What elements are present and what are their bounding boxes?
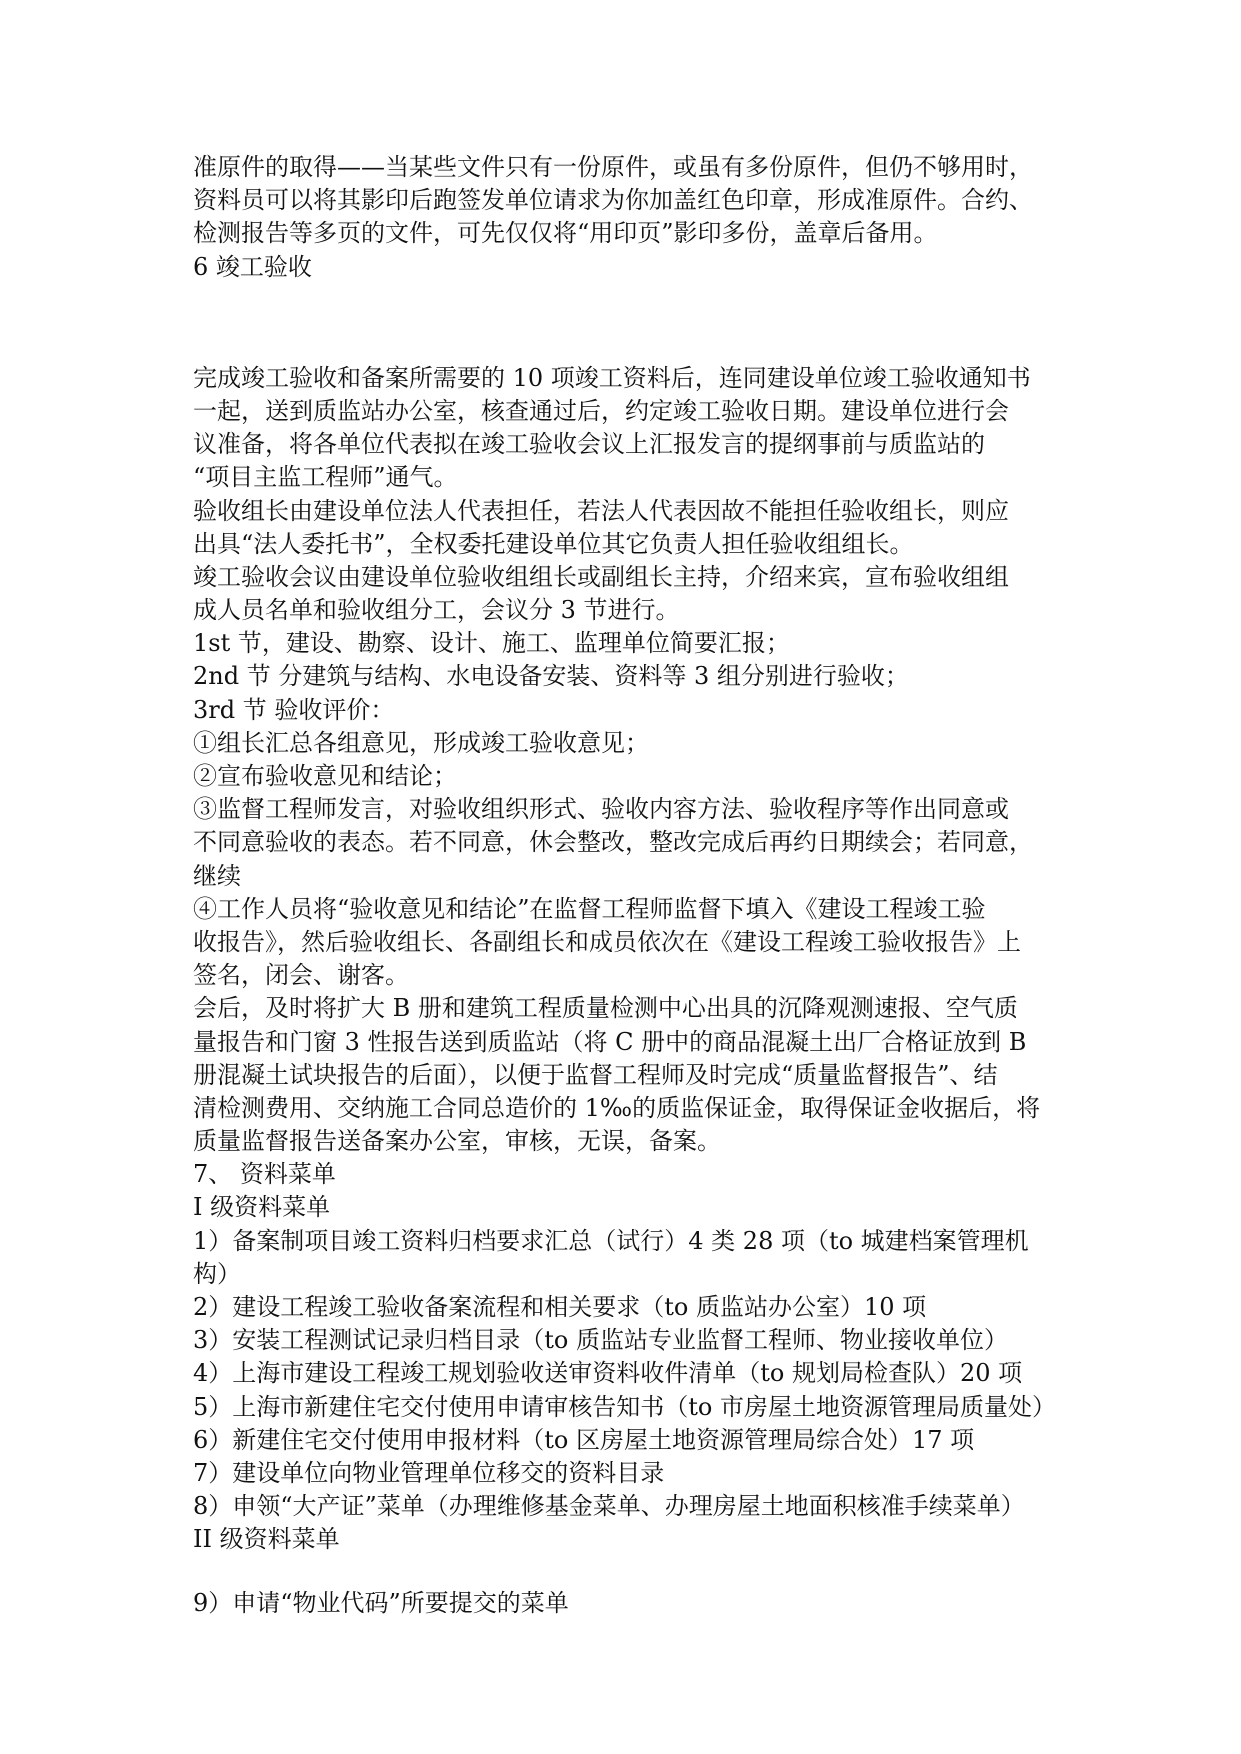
text-line: 会后，及时将扩大 B 册和建筑工程质量检测中心出具的沉降观测速报、空气质 — [193, 994, 1018, 1023]
list-item: 3）安装工程测试记录归档目录（to 质监站专业监督工程师、物业接收单位） — [193, 1326, 1008, 1355]
text-line: 验收组长由建设单位法人代表担任，若法人代表因故不能担任验收组长，则应 — [193, 496, 1009, 525]
text-line: “项目主监工程师”通气。 — [193, 463, 458, 492]
text-line: 议准备，将各单位代表拟在竣工验收会议上汇报发言的提纲事前与质监站的 — [193, 430, 985, 459]
blank-space — [193, 1557, 1063, 1587]
text-line: 检测报告等多页的文件，可先仅仅将“用印页”影印多份，盖章后备用。 — [193, 219, 938, 248]
text-line: 竣工验收会议由建设单位验收组组长或副组长主持，介绍来宾，宣布验收组组 — [193, 562, 1009, 591]
list-item: 4）上海市建设工程竣工规划验收送审资料收件清单（to 规划局检查队）20 项 — [193, 1359, 1023, 1388]
text-line: ④工作人员将“验收意见和结论”在监督工程师监督下填入《建设工程竣工验 — [193, 894, 986, 923]
section-heading: 7、 资料菜单 — [193, 1160, 336, 1189]
text-line: 一起，送到质监站办公室，核查通过后，约定竣工验收日期。建设单位进行会 — [193, 396, 1009, 425]
text-line: ①组长汇总各组意见，形成竣工验收意见； — [193, 728, 649, 757]
list-item: 2）建设工程竣工验收备案流程和相关要求（to 质监站办公室）10 项 — [193, 1293, 927, 1321]
list-item: 1）备案制项目竣工资料归档要求汇总（试行）4 类 28 项（to 城建档案管理机 — [193, 1226, 1029, 1255]
list-item: 8）申领“大产证”菜单（办理维修基金菜单、办理房屋土地面积核准手续菜单） — [193, 1492, 1025, 1521]
list-item-continuation: 构） — [193, 1259, 241, 1288]
document-body — [193, 151, 1063, 1620]
text-line: 不同意验收的表态。若不同意，休会整改，整改完成后再约日期续会；若同意， — [193, 828, 1033, 857]
text-line: 3rd 节 验收评价： — [193, 695, 395, 724]
subheading: II 级资料菜单 — [193, 1525, 340, 1554]
list-item: 7）建设单位向物业管理单位移交的资料目录 — [193, 1458, 665, 1487]
text-line: 质量监督报告送备案办公室，审核，无误，备案。 — [193, 1127, 721, 1156]
text-line: 册混凝土试块报告的后面），以便于监督工程师及时完成“质量监督报告”、结 — [193, 1060, 998, 1089]
text-line: ③监督工程师发言，对验收组织形式、验收内容方法、验收程序等作出同意或 — [193, 795, 1009, 824]
text-line: 准原件的取得——当某些文件只有一份原件，或虽有多份原件，但仍不够用时， — [193, 153, 1033, 181]
text-line: 收报告》，然后验收组长、各副组长和成员依次在《建设工程竣工验收报告》上 — [193, 927, 1021, 956]
text-line: 出具“法人委托书”，全权委托建设单位其它负责人担任验收组组长。 — [193, 529, 914, 558]
list-item: 5）上海市新建住宅交付使用申请审核告知书（to 市房屋土地资源管理局质量处） — [193, 1392, 1056, 1421]
list-item: 6）新建住宅交付使用申报材料（to 区房屋土地资源管理局综合处）17 项 — [193, 1425, 975, 1454]
text-line: 完成竣工验收和备案所需要的 10 项竣工资料后，连同建设单位竣工验收通知书 — [193, 363, 1031, 392]
text-line: 2nd 节 分建筑与结构、水电设备安装、资料等 3 组分别进行验收； — [193, 662, 909, 691]
text-line: 清检测费用、交纳施工合同总造价的 1‰的质监保证金，取得保证金收据后，将 — [193, 1093, 1041, 1122]
list-item: 9）申请“物业代码”所要提交的菜单 — [193, 1588, 569, 1617]
subheading: I 级资料菜单 — [193, 1193, 331, 1222]
text-line: 继续 — [193, 861, 241, 890]
section-heading: 6 竣工验收 — [193, 252, 312, 281]
text-line: 1st 节，建设、勘察、设计、施工、监理单位简要汇报； — [193, 629, 790, 658]
blank-space — [193, 284, 1063, 362]
text-line: 成人员名单和验收组分工，会议分 3 节进行。 — [193, 596, 680, 625]
text-line: 签名，闭会、谢客。 — [193, 961, 409, 990]
text-line: ②宣布验收意见和结论； — [193, 762, 457, 790]
text-line: 资料员可以将其影印后跑签发单位请求为你加盖红色印章，形成准原件。合约、 — [193, 186, 1033, 215]
text-line: 量报告和门窗 3 性报告送到质监站（将 C 册中的商品混凝土出厂合格证放到 B — [193, 1027, 1027, 1056]
